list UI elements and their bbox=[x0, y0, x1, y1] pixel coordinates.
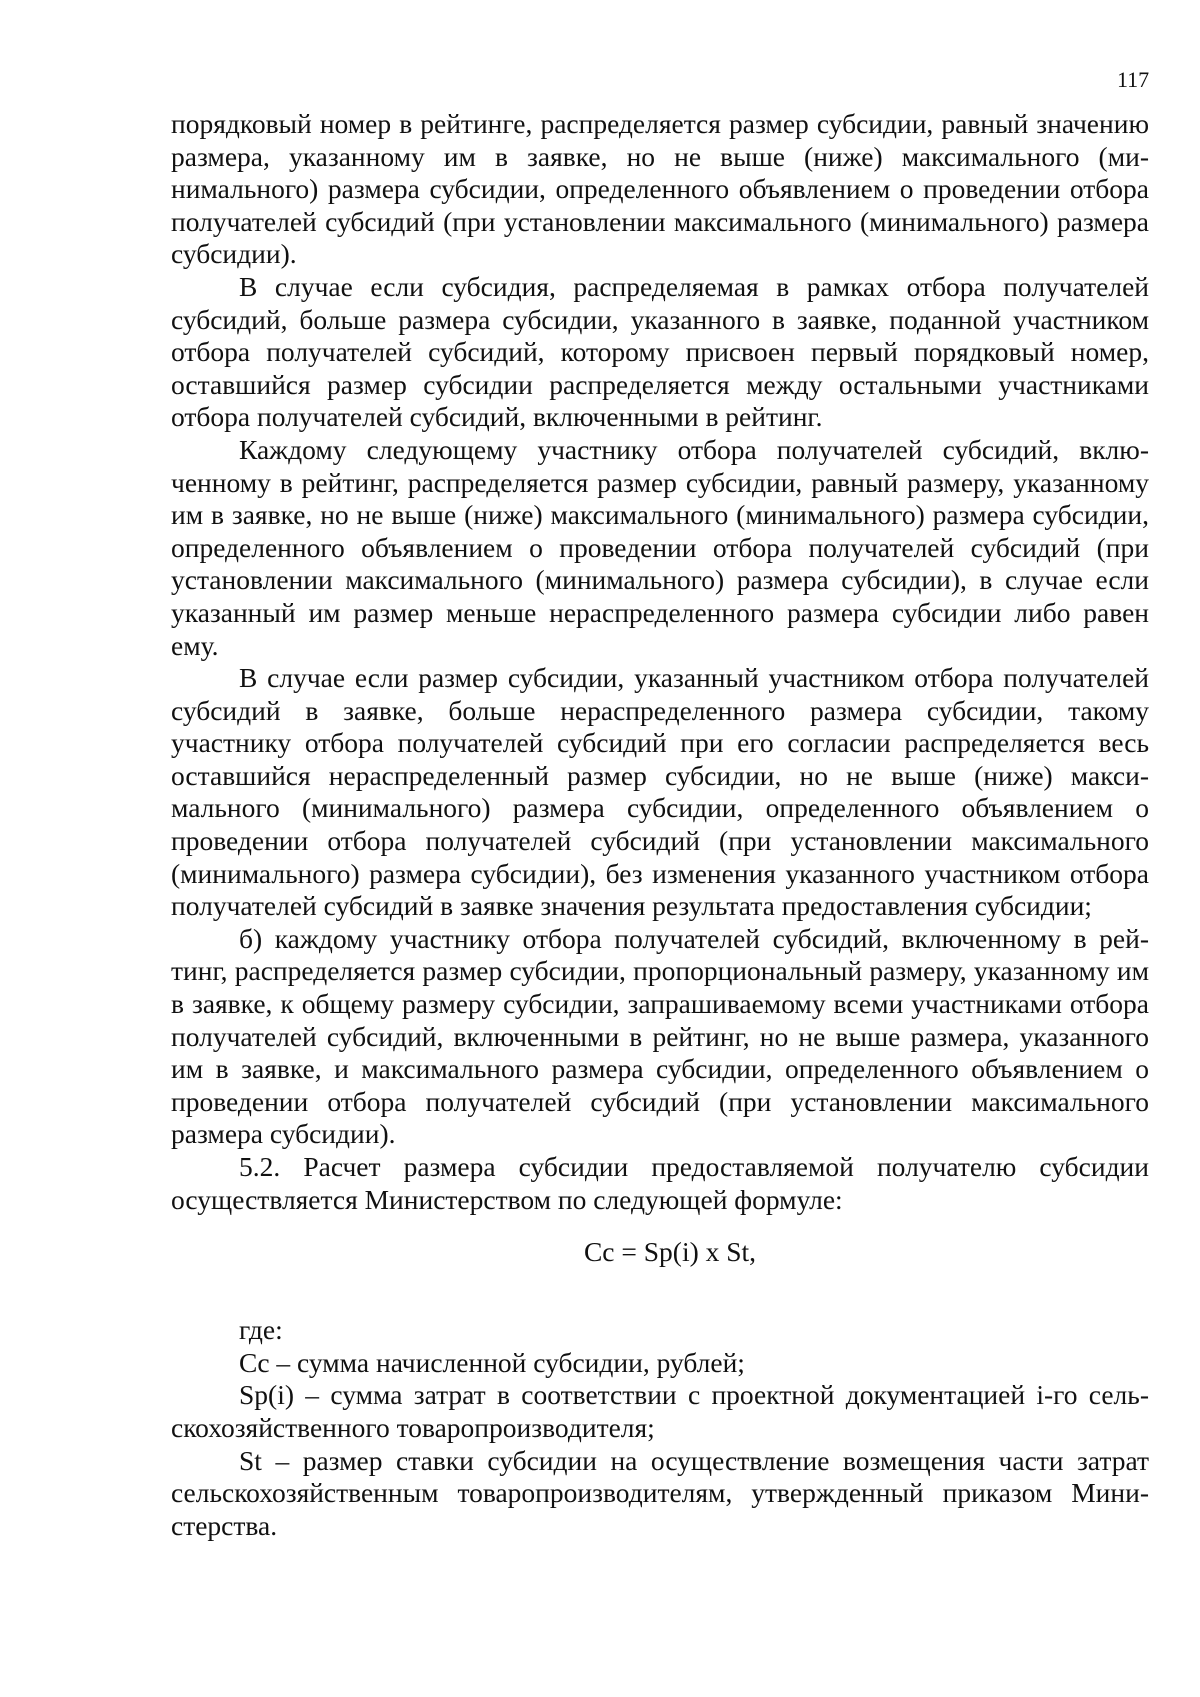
page-number: 117 bbox=[1117, 67, 1150, 92]
paragraph-continuation: порядковый номер в рейтинге, распределяется размер субсидии, равный значению размера, указанному им в заявке, но не выше (ниже) максимального (минимального) размера субсидии, определенного объявлением о проведении отбора получателей субсидий (при установлении максимального (минимального) размера субсидии). bbox=[171, 108, 1149, 270]
definition-cc: Cc – сумма начисленной субсидии, рублей; bbox=[239, 1346, 745, 1378]
paragraph: В случае если размер субсидии, указанный участником отбора получателей субсидий в заявке, больше нераспределенного размера субсидии, такому участнику отбора получателей субсидий при его согласии распределяется весь оставшийся нераспределенный размер субсидии, но не выше (ниже) максимального (минимального) размера субсидии, определенного объявлением о проведении отбора получателей субсидий (при установлении максимального (минимального) размера субсидии), без изменения указанного участником отбора получателей субсидий в заявке значения результата предоставления субсидии; bbox=[171, 662, 1149, 922]
paragraph: Каждому следующему участнику отбора получателей субсидий, включенному в рейтинг, распределяется размер субсидии, равный размеру, указанному им в заявке, но не выше (ниже) максимального (минимального) размера субсидии, определенного объявлением о проведении отбора получателей субсидий (при установлении максимального (минимального) размера субсидии), в случае если указанный им размер меньше нераспределенного размера субсидии либо равен ему. bbox=[171, 433, 1149, 661]
document-body bbox=[171, 108, 1149, 1542]
paragraph: В случае если субсидия, распределяемая в рамках отбора получателей субсидий, больше размера субсидии, указанного в заявке, поданной участником отбора получателей субсидий, которому присвоен первый порядковый номер, оставшийся размер субсидии распределяется между остальными участниками отбора получателей субсидий, включенными в рейтинг. bbox=[171, 270, 1149, 433]
formula: Cc = Sp(i) x St, bbox=[583, 1236, 757, 1268]
paragraph: б) каждому участнику отбора получателей субсидий, включенному в рейтинг, распределяется размер субсидии, пропорциональный размеру, указанному им в заявке, к общему размеру субсидии, запрашиваемому всеми участниками отбора получателей субсидий, включенными в рейтинг, но не выше размера, указанного им в заявке, и максимального размера субсидии, определенного объявлением о проведении отбора получателей субсидий (при установлении максимального размера субсидии). bbox=[171, 922, 1149, 1150]
paragraph-5-2: 5.2. Расчет размера субсидии предоставляемой получателю субсидии осуществляется Министерством по следующей формуле: bbox=[171, 1151, 1149, 1215]
definition-st: St – размер ставки субсидии на осуществление возмещения части затрат сельскохозяйственным товаропроизводителям, утвержденный приказом Министерства. bbox=[171, 1444, 1149, 1541]
where-label: где: bbox=[239, 1314, 283, 1346]
definition-sp: Sp(i) – сумма затрат в соответствии с проектной документацией i-го сельскохозяйственного товаропроизводителя; bbox=[171, 1379, 1149, 1443]
